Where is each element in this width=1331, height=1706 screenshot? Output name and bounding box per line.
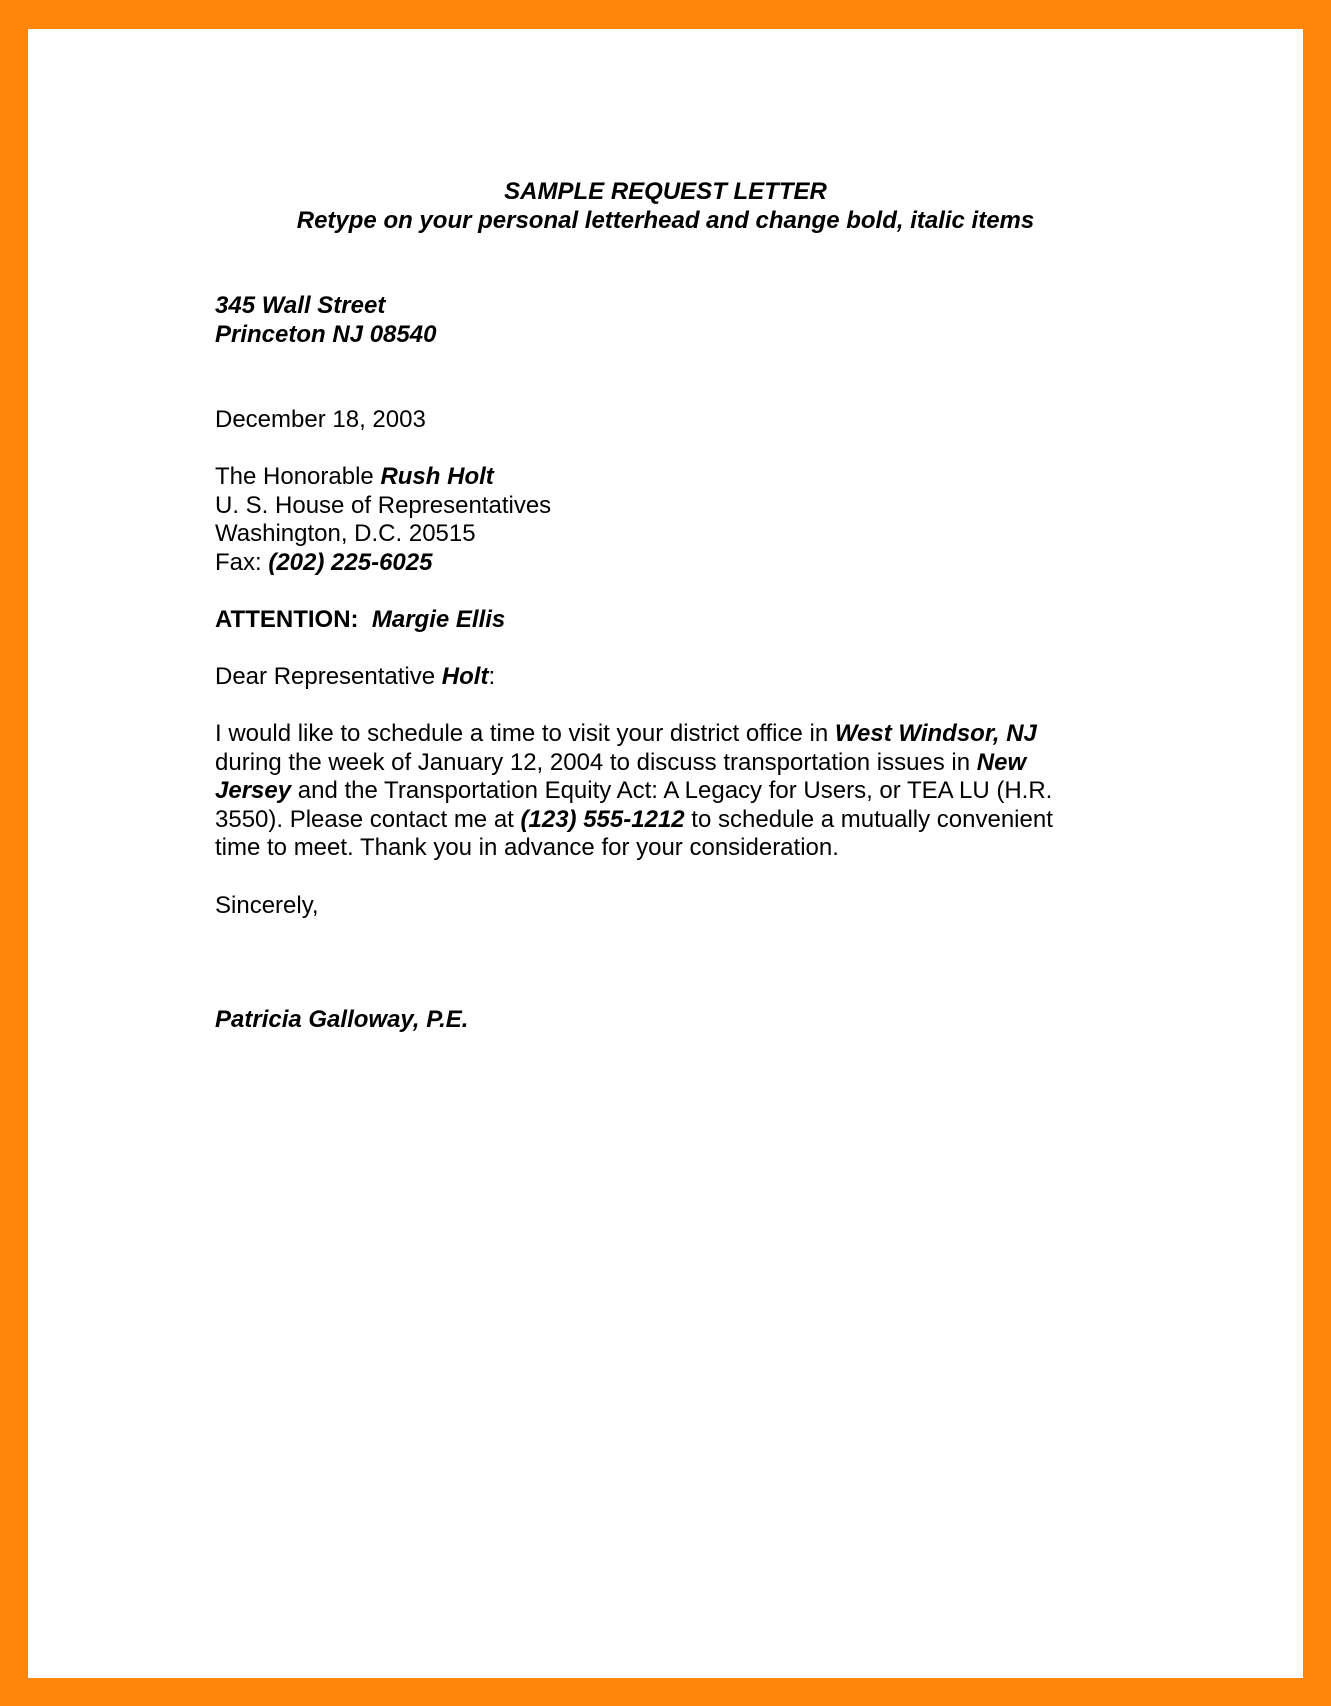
salutation-name: Holt <box>441 663 489 690</box>
recipient-honorific: The Honorable <box>215 463 381 490</box>
contact-phone: (123) 555-1212 <box>520 805 685 833</box>
recipient-address <box>215 463 551 577</box>
body-text: and the Transportation Equity Act: A Legacy for Users, or TEA LU (H.R. <box>291 777 1053 804</box>
closing: Sincerely, <box>215 892 319 919</box>
body-line-3 <box>215 777 1053 806</box>
attention-label: ATTENTION: <box>215 606 359 633</box>
body-text: to schedule a mutually convenient <box>684 805 1053 833</box>
body-line-1 <box>215 720 1053 749</box>
attention-line <box>215 606 505 635</box>
letter-title: SAMPLE REQUEST LETTER <box>504 178 827 205</box>
recipient-fax-line <box>215 549 551 578</box>
body-text: during the week of January 12, 2004 to discuss transportation issues in <box>215 748 977 776</box>
letter-page <box>28 29 1303 1678</box>
salutation-suffix: : <box>488 663 496 690</box>
salutation-prefix: Dear Representative <box>215 663 442 690</box>
attention-name: Margie Ellis <box>371 606 506 633</box>
recipient-office: U. S. House of Representatives <box>215 491 552 519</box>
body-line-2 <box>215 749 1053 778</box>
body-line-5: time to meet. Thank you in advance for your consideration. <box>215 834 839 861</box>
body-paragraph <box>215 720 1053 863</box>
fax-number: (202) 225-6025 <box>268 548 433 576</box>
office-location: West Windsor, NJ <box>834 720 1037 747</box>
recipient-name: Rush Holt <box>380 463 494 490</box>
sender-address <box>215 292 436 349</box>
fax-label: Fax: <box>215 548 269 576</box>
body-text: I would like to schedule a time to visit your district office in <box>215 720 835 747</box>
body-text: 3550). Please contact me at <box>215 805 521 833</box>
salutation <box>215 663 495 692</box>
letter-instruction: Retype on your personal letterhead and change bold, italic items <box>296 207 1035 234</box>
state-name-part-2: Jersey <box>215 777 292 804</box>
recipient-city: Washington, D.C. 20515 <box>215 520 476 547</box>
letter-date: December 18, 2003 <box>215 406 426 433</box>
sender-street: 345 Wall Street <box>215 292 386 319</box>
signature-name: Patricia Galloway, P.E. <box>215 1006 469 1033</box>
recipient-name-line <box>215 463 551 492</box>
body-line-4 <box>215 806 1053 835</box>
state-name-part-1: New <box>976 748 1027 776</box>
sender-city: Princeton NJ 08540 <box>215 320 437 348</box>
